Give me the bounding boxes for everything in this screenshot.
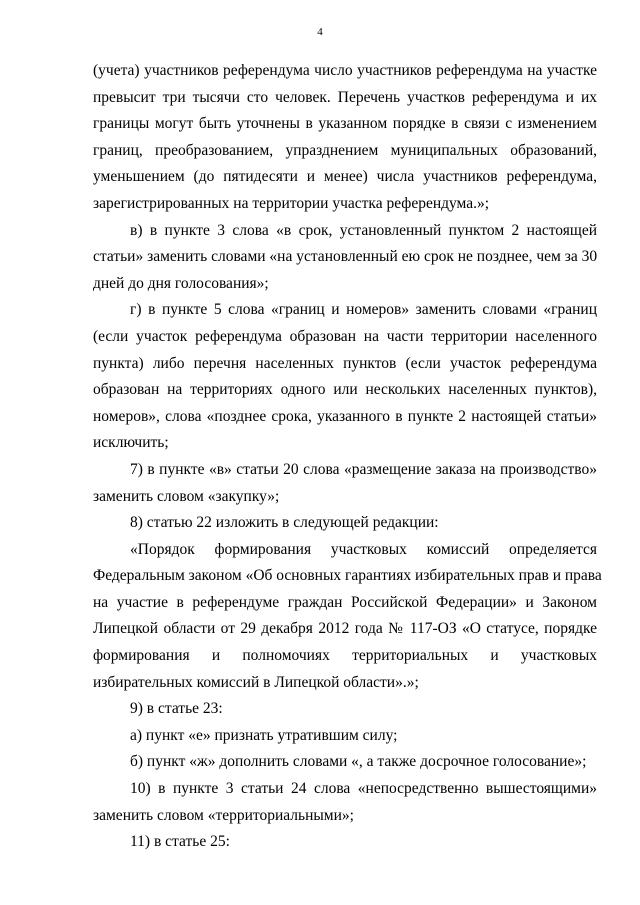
text-line: статьи» заменить словами «на установленный ею срок не позднее, чем за 30 bbox=[93, 248, 598, 266]
text-line: исключить; bbox=[93, 434, 169, 452]
text-line: формирования и полномочиях территориальных и участковых bbox=[93, 647, 597, 665]
paragraph-p11 bbox=[93, 829, 597, 856]
text-line: 8) статью 22 изложить в следующей редакции: bbox=[130, 514, 439, 532]
text-line: б) пункт «ж» дополнить словами «, а также досрочное голосование»; bbox=[130, 753, 587, 771]
text-line: 7) в пункте «в» статьи 20 слова «размещение заказа на производство» bbox=[130, 460, 597, 478]
text-line: 9) в статье 23: bbox=[130, 700, 223, 718]
document-body bbox=[93, 58, 602, 856]
text-line: а) пункт «е» признать утратившим силу; bbox=[130, 726, 398, 744]
text-line: заменить словом «территориальными»; bbox=[93, 806, 354, 824]
paragraph-p8 bbox=[93, 723, 597, 750]
paragraph-p9 bbox=[93, 749, 597, 776]
text-line: (учета) участников референдума число участников референдума на участке bbox=[93, 62, 597, 79]
page-number: 4 bbox=[317, 26, 323, 38]
text-line: номеров», слова «позднее срока, указанного в пункте 2 настоящей статьи» bbox=[93, 407, 597, 425]
paragraph-p4 bbox=[93, 457, 597, 510]
text-line: превысит три тысячи сто человек. Перечень участков референдума и их bbox=[93, 88, 597, 106]
paragraph-p10 bbox=[93, 776, 597, 829]
paragraph-p7 bbox=[93, 696, 597, 723]
text-line: образован на территориях одного или нескольких населенных пунктов), bbox=[93, 381, 597, 399]
text-line: Федеральным законом «Об основных гарантиях избирательных прав и права bbox=[93, 567, 602, 585]
text-line: границы могут быть уточнены в указанном порядке в связи с изменением bbox=[93, 115, 597, 133]
text-line: «Порядок формирования участковых комиссий определяется bbox=[130, 540, 597, 558]
paragraph-p5 bbox=[93, 510, 597, 537]
text-line: границ, преобразованием, упразднением муниципальных образований, bbox=[93, 141, 597, 159]
text-line: в) в пункте 3 слова «в срок, установленный пунктом 2 настоящей bbox=[130, 221, 597, 239]
text-line: пункта) либо перечня населенных пунктов (если участок референдума bbox=[93, 354, 597, 372]
paragraph-p1 bbox=[93, 58, 597, 218]
text-line: 10) в пункте 3 статьи 24 слова «непосредственно вышестоящими» bbox=[130, 780, 597, 798]
text-line: Липецкой области от 29 декабря 2012 года № 117-ОЗ «О статусе, порядке bbox=[93, 620, 597, 638]
text-line: заменить словом «закупку»; bbox=[93, 487, 280, 505]
text-line: уменьшением (до пятидесяти и менее) числа участников референдума, bbox=[93, 168, 597, 186]
text-line: избирательных комиссий в Липецкой области».»; bbox=[93, 673, 419, 691]
text-line: зарегистрированных на территории участка референдума.»; bbox=[93, 194, 490, 212]
text-line: г) в пункте 5 слова «границ и номеров» заменить словами «границ bbox=[130, 301, 597, 319]
text-line: (если участок референдума образован на части территории населенного bbox=[93, 327, 597, 345]
paragraph-p6 bbox=[93, 537, 602, 697]
paragraph-p2 bbox=[93, 218, 597, 298]
paragraph-p3 bbox=[93, 297, 597, 457]
text-line: на участие в референдуме граждан Российской Федерации» и Законом bbox=[93, 593, 597, 611]
text-line: 11) в статье 25: bbox=[130, 833, 230, 851]
text-line: дней до дня голосования»; bbox=[93, 274, 269, 292]
